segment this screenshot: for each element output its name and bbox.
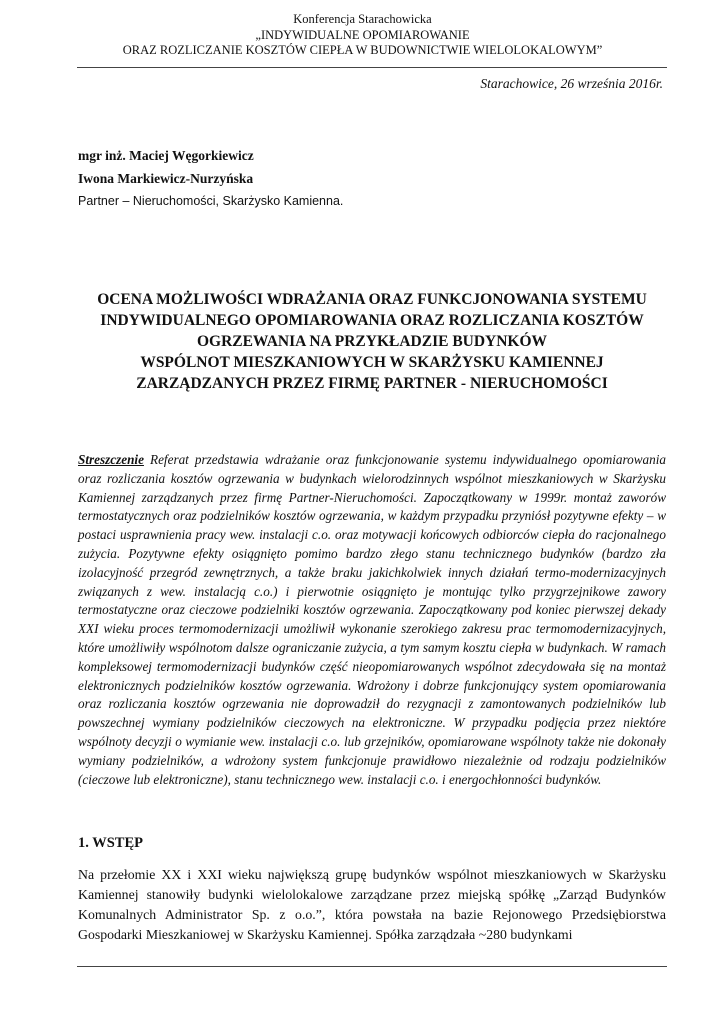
- title-line-4: WSPÓLNOT MIESZKANIOWYCH W SKARŻYSKU KAMIENNEJ: [140, 354, 604, 371]
- paper-title: [78, 289, 666, 394]
- document-date: Starachowice, 26 września 2016r.: [480, 76, 663, 91]
- abstract-text: Referat przedstawia wdrażanie oraz funkcjonowanie systemu indywidualnego opomiarowania oraz rozliczania kosztów ogrzewania w budynkach wielorodzinnych wspólnot mieszkaniowych w Skarżysku Kamiennej zarządzanych przez firmę Partner-Nieruchomości. Zapoczątkowany w 1999r. montaż zaworów termostatycznych oraz podzielników kosztów ogrzewania, w każdym przypadku przyniósł pozytywne efekty – w postaci usprawnienia pracy wew. instalacji c.o. oraz motywacji końcowych odbiorców ciepła do racjonalnego zużycia. Pozytywne efekty osiągnięto pomimo bardzo złego stanu technicznego budynków (bardzo zła izolacyjność przegród zewnętrznych, a także braku jakichkolwiek innych działań termo-modernizacyjnych związanych z wew. instalacją c.o.) i pierwotnie osiągnięto je montując tylko przygrzejnikowe zawory termostatyczne oraz cieczowe podzielniki kosztów ogrzewania. Zapoczątkowany pod koniec pierwszej dekady XXI wieku proces termomodernizacji umożliwił wykonanie szerokiego zakresu prac termomodernizacyjnych, które umożliwiły wspólnotom dalsze ograniczanie zużycia, a tym samym kosztu ciepła w budynkach. W ramach kompleksowej termomodernizacji budynków część nieopomiarowanych wspólnot zdecydowała się na montaż elektronicznych podzielników kosztów ogrzewania. Wdrożony i dobrze funkcjonujący system opomiarowania oraz rozliczania kosztów ogrzewania nie doprowadził do rezygnacji z zamontowanych podzielników lub powszechnej wymiany podzielników cieczowych na elektroniczne. W przypadku podjęcia przez niektóre wspólnoty decyzji o wymianie wew. instalacji c.o. lub grzejników, opomiarowane wspólnoty także nie dokonały wymiany podzielników, a wdrożony system funkcjonuje prawidłowo niezależnie od rodzaju podzielników (cieczowe lub elektroniczne), stanu technicznego wew. instalacji c.o. i energochłonności budynków.: [78, 452, 667, 787]
- header-line-1: Konferencja Starachowicka: [293, 12, 432, 26]
- author-2: Iwona Markiewicz-Nurzyńska: [78, 171, 254, 186]
- title-line-2: INDYWIDUALNEGO OPOMIAROWANIA ORAZ ROZLICZANIA KOSZTÓW: [100, 312, 644, 329]
- section-heading: 1. WSTĘP: [78, 835, 144, 851]
- author-affiliation: Partner – Nieruchomości, Skarżysko Kamienna.: [78, 194, 344, 208]
- conference-header: [0, 12, 725, 59]
- abstract-label: Streszczenie: [78, 452, 144, 467]
- abstract: [78, 451, 666, 789]
- footer-divider: [77, 966, 667, 967]
- title-line-5: ZARZĄDZANYCH PRZEZ FIRMĘ PARTNER - NIERUCHOMOŚCI: [136, 375, 608, 392]
- title-line-1: OCENA MOŻLIWOŚCI WDRAŻANIA ORAZ FUNKCJONOWANIA SYSTEMU: [97, 291, 647, 308]
- header-line-2: „INDYWIDUALNE OPOMIAROWANIE: [255, 27, 470, 42]
- author-block: [78, 144, 343, 213]
- header-divider: [77, 67, 667, 68]
- title-line-3: OGRZEWANIA NA PRZYKŁADZIE BUDYNKÓW: [196, 333, 548, 350]
- author-1: mgr inż. Maciej Węgorkiewicz: [78, 148, 254, 163]
- header-line-3: ORAZ ROZLICZANIE KOSZTÓW CIEPŁA W BUDOWNICTWIE WIELOLOKALOWYM”: [122, 43, 603, 57]
- section-body: Na przełomie XX i XXI wieku największą grupę budynków wspólnot mieszkaniowych w Skarżysku Kamiennej stanowiły budynki wielolokalowe zarządzane przez miejską spółkę „Zarząd Budynków Komunalnych Administrator Sp. z o.o.”, która powstała na bazie Rejonowego Przedsiębiorstwa Gospodarki Mieszkaniowej w Skarżysku Kamiennej. Spółka zarządzała ~280 budynkami: [78, 867, 666, 942]
